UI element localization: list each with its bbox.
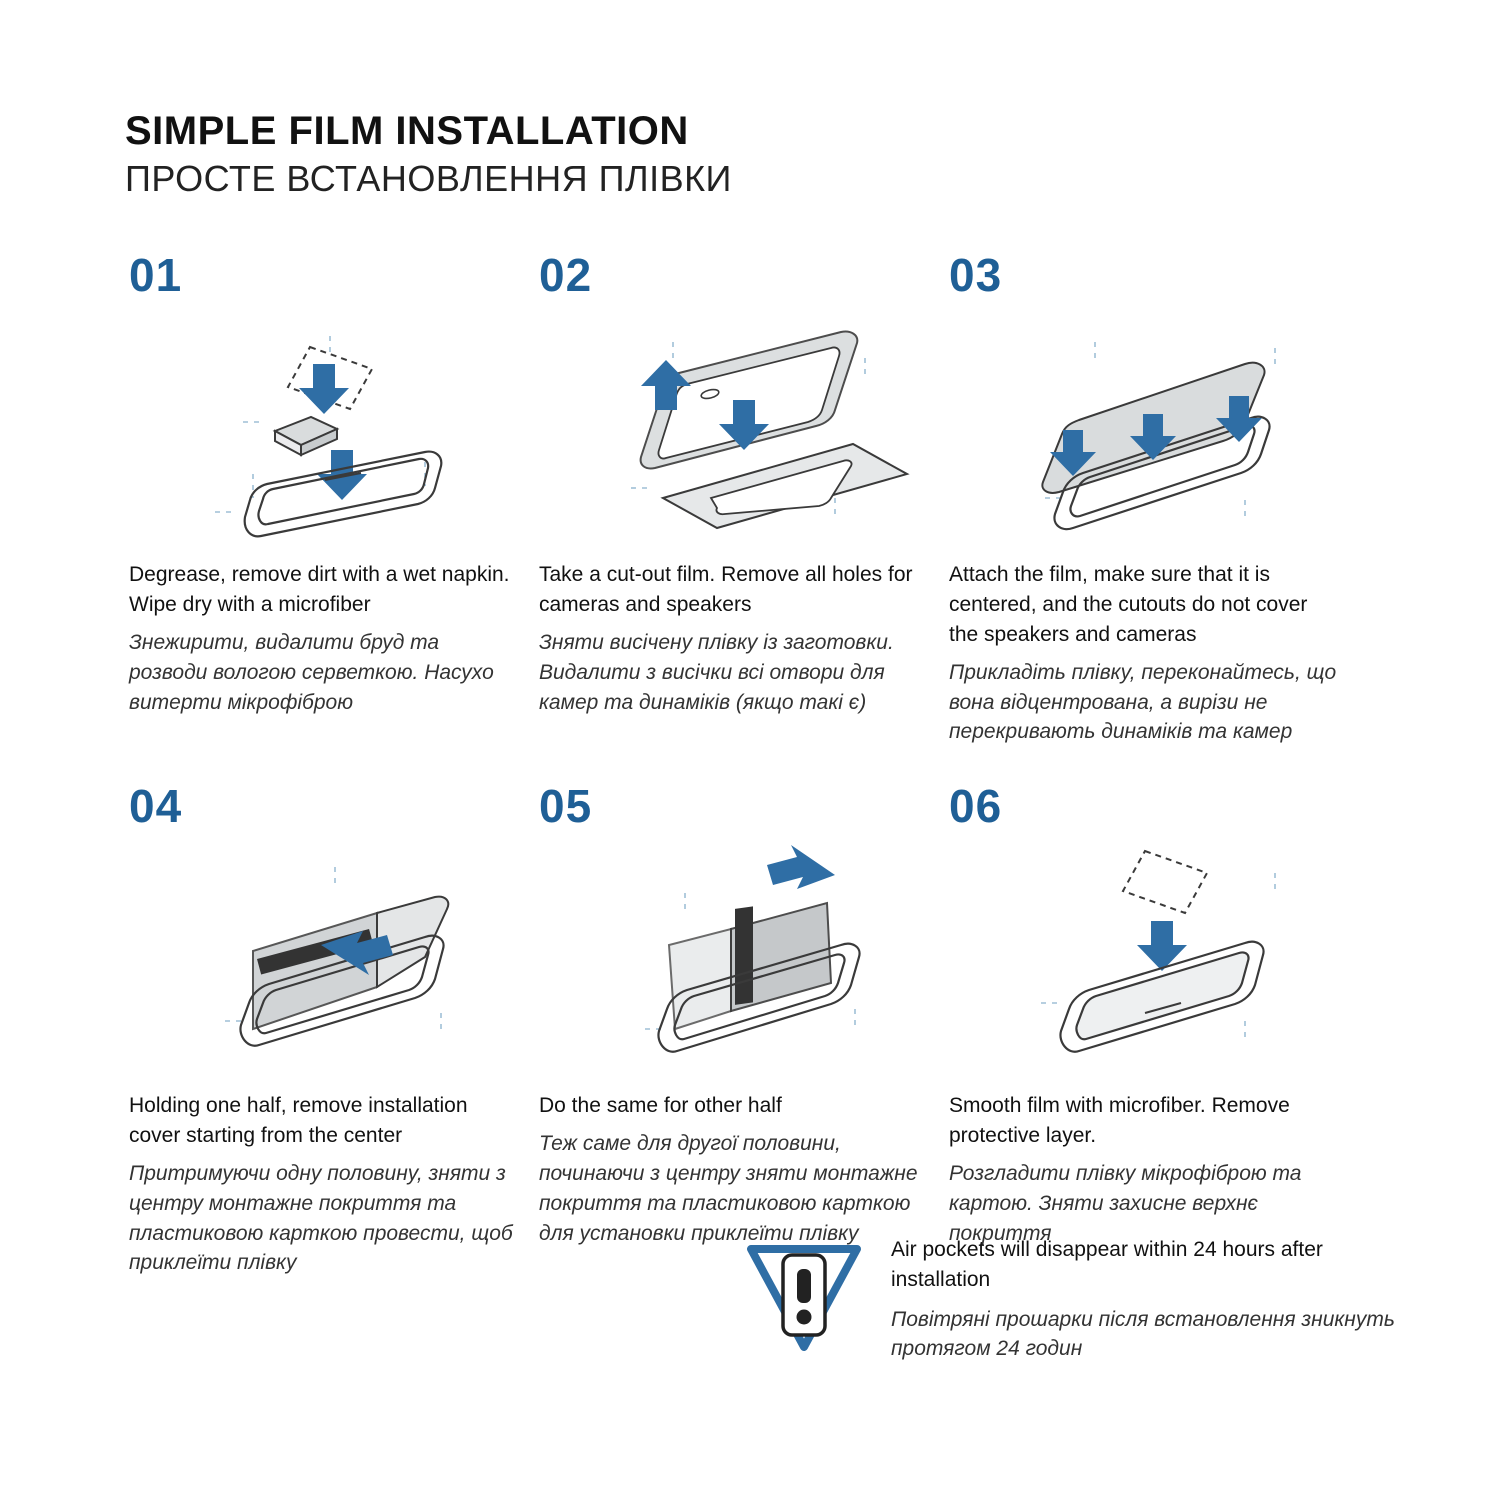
step-text-uk-01: Знежирити, видалити бруд та розводи вологою серветкою. Насухо витерти мікрофіброю [129, 631, 494, 714]
step-illustration-04 [125, 833, 525, 1083]
step-03 [945, 249, 1345, 747]
warning-exclamation-phone-icon [745, 1239, 863, 1362]
step-text-uk-04: Притримуючи одну половину, зняти з центру монтажне покриття та пластиковою карткою провести, щоб приклеїти плівку [129, 1161, 513, 1275]
footer-text-block [891, 1235, 1405, 1364]
footer-text-uk: Повітряні прошарки після встановлення зникнуть протягом 24 годин [891, 1307, 1395, 1361]
header [125, 110, 1380, 200]
step-text-en-04: Holding one half, remove installation cover starting from the center [129, 1094, 468, 1148]
step-number-02: 02 [539, 249, 593, 302]
step-05 [535, 780, 935, 1278]
step-number-01: 01 [129, 249, 183, 302]
footer-note [745, 1235, 1405, 1364]
step-04 [125, 780, 525, 1278]
step-text-en-01: Degrease, remove dirt with a wet napkin. Wipe dry with a microfiber [129, 563, 510, 617]
step-06 [945, 780, 1345, 1278]
step-illustration-01 [125, 302, 525, 552]
page-title-en: SIMPLE FILM INSTALLATION [125, 109, 689, 153]
step-number-05: 05 [539, 780, 593, 833]
step-number-06: 06 [949, 780, 1003, 833]
footer-text-en: Air pockets will disappear within 24 hours after installation [891, 1238, 1323, 1291]
step-text-en-02: Take a cut-out film. Remove all holes for cameras and speakers [539, 563, 913, 617]
step-text-uk-02: Зняти висічену плівку із заготовки. Видалити з висічки всі отвори для камер та динаміків (якщо такі є) [539, 631, 894, 714]
step-illustration-06 [945, 833, 1345, 1083]
step-text-uk-03: Прикладіть плівку, переконайтесь, що вона відцентрована, а вирізи не перекривають динаміків та камер [949, 660, 1337, 744]
step-02 [535, 249, 935, 747]
step-illustration-02 [535, 302, 935, 552]
step-illustration-05 [535, 833, 935, 1083]
page-title-uk: ПРОСТЕ ВСТАНОВЛЕННЯ ПЛІВКИ [125, 158, 732, 200]
step-illustration-03 [945, 302, 1345, 552]
step-text-en-06: Smooth film with microfiber. Remove protective layer. [949, 1094, 1290, 1148]
step-text-uk-06: Розгладити плівку мікрофіброю та картою. Зняти захисне верхнє покриття [949, 1161, 1302, 1245]
step-text-en-03: Attach the film, make sure that it is centered, and the cutouts do not cover the speakers and cameras [949, 563, 1308, 646]
steps-grid [125, 249, 1380, 1278]
peel-arrow-icon [767, 845, 835, 889]
step-text-en-05: Do the same for other half [539, 1094, 782, 1118]
step-01 [125, 249, 525, 747]
step-number-04: 04 [129, 780, 183, 833]
step-number-03: 03 [949, 249, 1003, 302]
step-text-uk-05: Теж саме для другої половини, починаючи з центру зняти монтажне покриття та пластиковою карткою для установки приклеїти плівку [539, 1132, 918, 1245]
